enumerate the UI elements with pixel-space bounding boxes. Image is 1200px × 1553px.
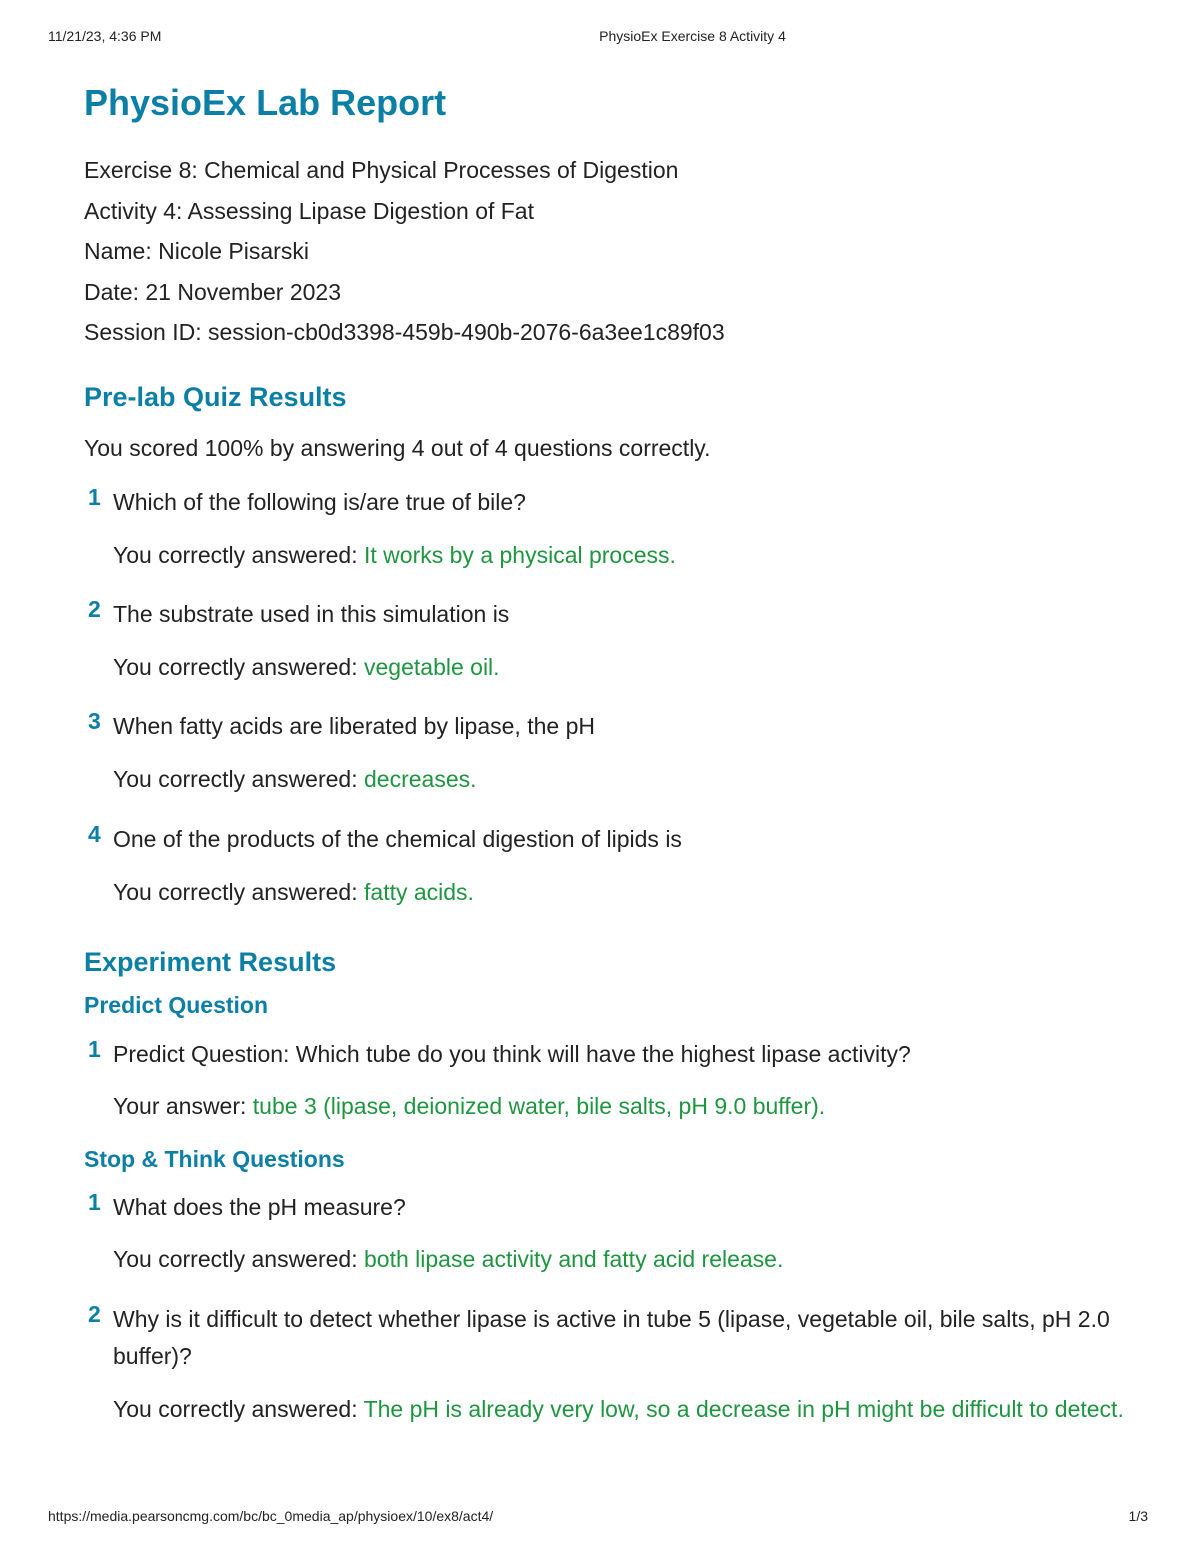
print-footer bbox=[0, 1508, 1200, 1528]
exercise-line: Exercise 8: Chemical and Physical Processes of Digestion bbox=[84, 157, 679, 183]
question-text: Why is it difficult to detect whether lipase is active in tube 5 (lipase, vegetable oil, bile salts, pH 2.0 buffer)? bbox=[113, 1306, 1110, 1369]
answer-prefix: Your answer: bbox=[113, 1093, 253, 1119]
answer-prefix: You correctly answered: bbox=[113, 879, 365, 905]
question-text: The substrate used in this simulation is bbox=[113, 601, 510, 627]
question-answer bbox=[113, 761, 1133, 798]
question-number: 3 bbox=[88, 708, 101, 734]
print-datetime: 11/21/23, 4:36 PM bbox=[48, 28, 162, 44]
answer-value: decreases. bbox=[364, 766, 477, 792]
print-url[interactable]: https://media.pearsoncmg.com/bc/bc_0media_ap/physioex/10/ex8/act4/ bbox=[48, 1508, 494, 1524]
session-id: Session ID: session-cb0d3398-459b-490b-2076-6a3ee1c89f03 bbox=[84, 319, 725, 345]
student-name: Name: Nicole Pisarski bbox=[84, 238, 309, 264]
question-answer bbox=[113, 1391, 1133, 1428]
question-number: 2 bbox=[88, 596, 101, 622]
prelab-score: You scored 100% by answering 4 out of 4 questions correctly. bbox=[84, 435, 711, 461]
print-page-title: PhysioEx Exercise 8 Activity 4 bbox=[599, 28, 786, 44]
predict-heading: Predict Question bbox=[84, 992, 269, 1018]
question-answer bbox=[113, 874, 1133, 911]
question-answer bbox=[113, 1241, 1133, 1278]
question-number: 1 bbox=[88, 484, 101, 510]
experiment-heading: Experiment Results bbox=[84, 947, 337, 977]
answer-value: both lipase activity and fatty acid release. bbox=[364, 1246, 784, 1272]
answer-value: The pH is already very low, so a decrease in pH might be difficult to detect. bbox=[363, 1396, 1124, 1422]
answer-value: tube 3 (lipase, deionized water, bile salts, pH 9.0 buffer). bbox=[252, 1093, 826, 1119]
question-number: 2 bbox=[88, 1301, 101, 1327]
question-number: 1 bbox=[88, 1189, 101, 1215]
print-header bbox=[0, 28, 1200, 48]
report-title: PhysioEx Lab Report bbox=[84, 82, 447, 123]
prelab-heading: Pre-lab Quiz Results bbox=[84, 382, 347, 412]
answer-prefix: You correctly answered: bbox=[113, 542, 365, 568]
question-number: 4 bbox=[88, 821, 101, 847]
question-answer bbox=[113, 649, 1133, 686]
answer-value: fatty acids. bbox=[364, 879, 474, 905]
question-text: When fatty acids are liberated by lipase, the pH bbox=[113, 713, 595, 739]
question-number: 1 bbox=[88, 1036, 101, 1062]
question-text: Which of the following is/are true of bile? bbox=[113, 489, 526, 515]
activity-line: Activity 4: Assessing Lipase Digestion of Fat bbox=[84, 198, 534, 224]
answer-prefix: You correctly answered: bbox=[113, 1246, 365, 1272]
answer-value: vegetable oil. bbox=[364, 654, 500, 680]
stop-think-heading: Stop & Think Questions bbox=[84, 1146, 345, 1172]
answer-prefix: You correctly answered: bbox=[113, 1396, 364, 1422]
report-date: Date: 21 November 2023 bbox=[84, 279, 341, 305]
answer-value: It works by a physical process. bbox=[364, 542, 676, 568]
question-answer bbox=[113, 537, 1133, 574]
answer-prefix: You correctly answered: bbox=[113, 654, 365, 680]
answer-prefix: You correctly answered: bbox=[113, 766, 365, 792]
question-answer bbox=[113, 1088, 1133, 1125]
question-text: Predict Question: Which tube do you think will have the highest lipase activity? bbox=[113, 1041, 911, 1067]
print-page-number: 1/3 bbox=[1128, 1508, 1148, 1524]
question-text: What does the pH measure? bbox=[113, 1194, 406, 1220]
question-text: One of the products of the chemical digestion of lipids is bbox=[113, 826, 682, 852]
